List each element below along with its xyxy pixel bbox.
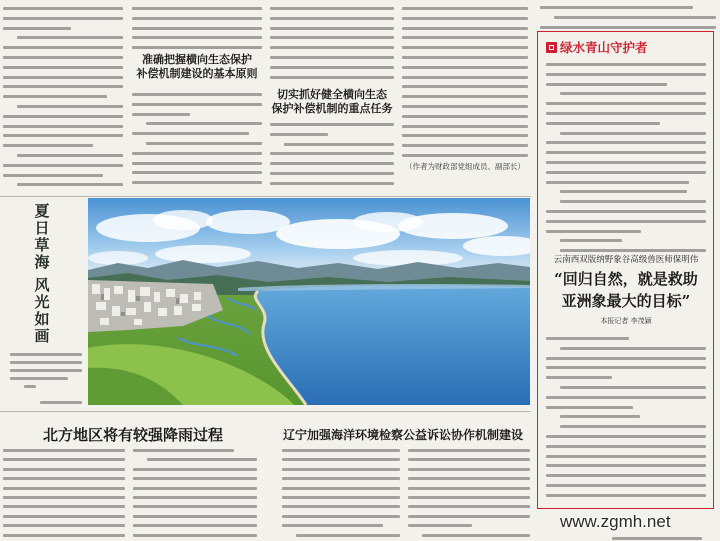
text-line <box>17 183 123 186</box>
text-line <box>270 46 394 49</box>
text-line <box>132 113 190 116</box>
text-line <box>402 17 528 20</box>
text-line <box>3 17 123 20</box>
column-logo-icon <box>546 42 557 53</box>
text-line <box>282 477 400 480</box>
text-line <box>132 152 262 155</box>
text-line <box>133 449 234 452</box>
text-line <box>3 85 123 88</box>
text-line <box>270 27 394 30</box>
text-line <box>3 27 71 30</box>
text-line <box>132 27 262 30</box>
text-line <box>408 515 530 518</box>
text-line <box>270 76 394 79</box>
text-line <box>132 36 262 39</box>
text-line <box>3 144 93 147</box>
text-line <box>10 369 82 372</box>
text-line <box>3 7 123 10</box>
text-line <box>408 496 530 499</box>
text-line <box>146 122 262 125</box>
text-line <box>133 468 257 471</box>
text-line <box>146 142 262 145</box>
text-line <box>270 123 394 126</box>
headline-line: 亚洲象最大的目标” <box>561 292 691 310</box>
headline-line: 保护补偿机制的重点任务 <box>271 102 393 115</box>
divider-bottom <box>0 411 531 412</box>
text-line <box>132 132 249 135</box>
text-line <box>133 505 257 508</box>
text-line <box>408 487 530 490</box>
text-line <box>402 27 528 30</box>
text-line <box>3 76 123 79</box>
landscape-photo <box>88 198 530 405</box>
feature-headline <box>540 268 712 312</box>
text-line <box>270 56 394 59</box>
text-line <box>3 134 123 137</box>
text-line <box>282 458 400 461</box>
text-line <box>3 66 123 69</box>
text-line <box>422 534 530 537</box>
text-line <box>3 46 123 49</box>
text-line <box>408 458 530 461</box>
divider-top <box>0 196 531 197</box>
photo-feature-title <box>22 203 62 345</box>
text-line <box>402 144 528 147</box>
text-line <box>270 66 394 69</box>
text-line <box>270 182 394 185</box>
text-line <box>270 133 328 136</box>
text-line <box>17 105 123 108</box>
text-line <box>270 7 394 10</box>
watermark: www.zgmh.net <box>560 512 671 531</box>
text-line <box>3 449 125 452</box>
text-line <box>10 353 82 356</box>
text-line <box>40 401 82 404</box>
text-line <box>402 95 528 98</box>
headline-line: 切实抓好健全横向生态 <box>277 88 387 101</box>
text-line <box>402 85 528 88</box>
text-line <box>554 16 716 19</box>
text-line <box>3 524 125 527</box>
text-line <box>282 505 400 508</box>
text-line <box>402 134 528 137</box>
text-line <box>408 477 530 480</box>
author-note: （作者为财政部党组成员、副部长） <box>405 162 525 171</box>
text-line <box>612 537 702 540</box>
lake <box>255 285 530 405</box>
headline-northern-rain: 北方地区将有较强降雨过程 <box>42 426 223 444</box>
text-line <box>402 7 528 10</box>
text-line <box>402 76 528 79</box>
text-line <box>282 515 400 518</box>
headline-key-tasks <box>270 88 394 116</box>
text-line <box>270 172 394 175</box>
text-line <box>3 115 123 118</box>
text-line <box>17 36 123 39</box>
text-line <box>402 154 528 157</box>
text-line <box>282 468 400 471</box>
text-line <box>540 6 693 9</box>
headline-line: 补偿机制建设的基本原则 <box>136 67 258 80</box>
photo-graphic <box>88 198 530 405</box>
text-line <box>402 105 528 108</box>
text-line <box>132 93 262 96</box>
text-line <box>402 56 528 59</box>
text-line <box>133 524 257 527</box>
text-line <box>3 125 123 128</box>
text-line <box>10 377 68 380</box>
text-line <box>10 361 82 364</box>
photo-title-line: 风光如画 <box>32 277 51 345</box>
text-line <box>284 143 394 146</box>
text-line <box>133 487 257 490</box>
text-line <box>408 524 472 527</box>
text-line <box>296 534 400 537</box>
headline-liaoning-marine: 辽宁加强海洋环境检察公益诉讼协作机制建设 <box>282 428 523 442</box>
text-line <box>133 515 257 518</box>
text-line <box>3 487 125 490</box>
text-line <box>540 26 716 29</box>
text-line <box>402 36 528 39</box>
text-line <box>3 505 125 508</box>
text-line <box>3 164 123 167</box>
text-line <box>132 17 262 20</box>
text-line <box>132 171 262 174</box>
text-line <box>270 152 394 155</box>
text-line <box>3 458 125 461</box>
text-line <box>402 66 528 69</box>
text-line <box>133 534 257 537</box>
text-line <box>133 496 257 499</box>
text-line <box>270 162 394 165</box>
text-line <box>3 174 103 177</box>
text-line <box>270 36 394 39</box>
text-line <box>132 7 262 10</box>
section-title-text: 绿水青山守护者 <box>560 40 648 55</box>
text-line <box>133 477 257 480</box>
text-line <box>3 496 125 499</box>
text-line <box>3 515 125 518</box>
column-section-title <box>546 40 648 54</box>
text-line <box>132 46 262 49</box>
headline-basic-principles <box>132 53 262 81</box>
text-line <box>408 505 530 508</box>
text-line <box>3 468 125 471</box>
feature-byline: 本报记者 李茂颖 <box>600 317 652 325</box>
text-line <box>24 385 36 388</box>
text-line <box>147 458 257 461</box>
text-line <box>270 17 394 20</box>
text-line <box>282 487 400 490</box>
text-line <box>132 181 262 184</box>
text-line <box>3 56 123 59</box>
headline-line: “回归自然，就是救助 <box>554 270 698 288</box>
text-line <box>402 115 528 118</box>
text-line <box>132 162 262 165</box>
text-line <box>402 46 528 49</box>
feature-subtitle: 云南西双版纳野象谷高级兽医师保明伟 <box>553 255 699 265</box>
text-line <box>282 524 383 527</box>
text-line <box>282 449 400 452</box>
text-line <box>408 468 530 471</box>
text-line <box>3 477 125 480</box>
text-line <box>17 154 123 157</box>
text-line <box>3 534 125 537</box>
text-line <box>408 449 530 452</box>
text-line <box>282 496 400 499</box>
headline-line: 准确把握横向生态保护 <box>142 53 252 66</box>
text-line <box>3 95 107 98</box>
text-line <box>132 103 262 106</box>
text-line <box>402 125 528 128</box>
photo-title-line: 夏日草海 <box>32 203 51 271</box>
